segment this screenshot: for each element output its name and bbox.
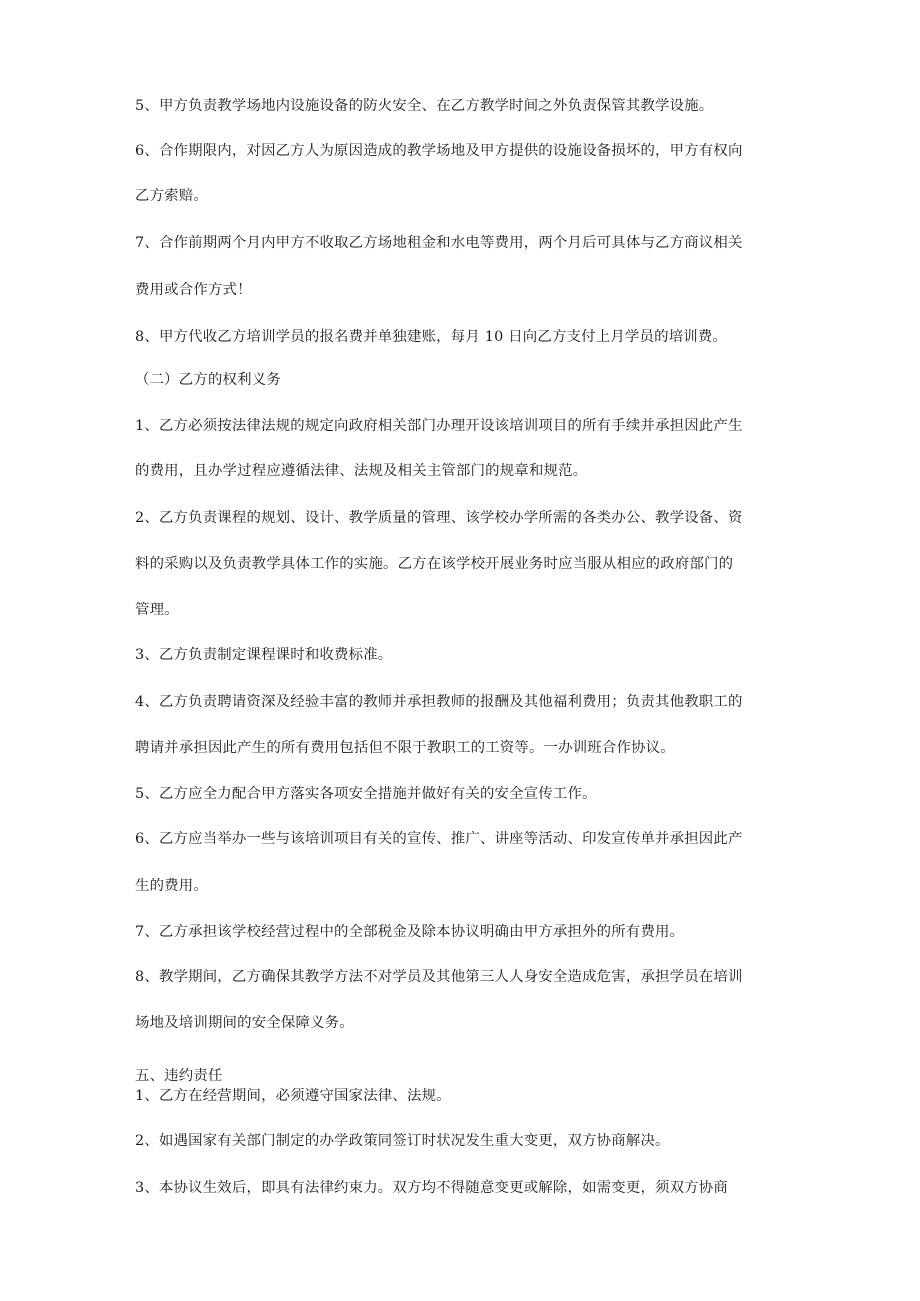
paragraph-line: 8、教学期间，乙方确保其教学方法不对学员及其他第三人人身安全造成危害，承担学员在培训	[135, 969, 743, 985]
section-heading: （二）乙方的权利义务	[135, 372, 281, 388]
paragraph-line: 管理。	[135, 602, 179, 618]
paragraph-line: 7、乙方承担该学校经营过程中的全部税金及除本协议明确由甲方承担外的所有费用。	[135, 924, 685, 940]
paragraph-line: 6、乙方应当举办一些与该培训项目有关的宣传、推广、讲座等活动、印发宣传单并承担因此产	[135, 831, 743, 847]
paragraph-line: 2、乙方负责课程的规划、设计、教学质量的管理、该学校办学所需的各类办公、教学设备、资	[135, 510, 743, 526]
paragraph-line: 4、乙方负责聘请资深及经验丰富的教师并承担教师的报酬及其他福利费用；负责其他教职工的	[135, 694, 743, 710]
paragraph-line: 1、乙方在经营期间，必须遵守国家法律、法规。	[135, 1088, 451, 1104]
paragraph-line: 费用或合作方式！	[135, 282, 252, 298]
paragraph-line: 6、合作期限内，对因乙方人为原因造成的教学场地及甲方提供的设施设备损坏的，甲方有权向	[135, 143, 743, 159]
paragraph-line: 生的费用。	[135, 878, 208, 894]
paragraph-line: 8、甲方代收乙方培训学员的报名费并单独建账，每月 10 日向乙方支付上月学员的培训费。	[135, 329, 728, 345]
paragraph-line: 的费用，且办学过程应遵循法律、法规及相关主管部门的规章和规范。	[135, 463, 588, 479]
paragraph-line: 5、甲方负责教学场地内设施设备的防火安全、在乙方教学时间之外负责保管其教学设施。	[135, 98, 714, 114]
paragraph-line: 3、乙方负责制定课程课时和收费标准。	[135, 647, 393, 663]
paragraph-line: 2、如遇国家有关部门制定的办学政策同签订时状况发生重大变更，双方协商解决。	[135, 1133, 670, 1149]
paragraph-line: 聘请并承担因此产生的所有费用包括但不限于教职工的工资等。一办训班合作协议。	[135, 740, 675, 756]
paragraph-line: 3、本协议生效后，即具有法律约束力。双方均不得随意变更或解除，如需变更，须双方协商	[135, 1180, 728, 1196]
paragraph-line: 场地及培训期间的安全保障义务。	[135, 1015, 354, 1031]
paragraph-line: 7、合作前期两个月内甲方不收取乙方场地租金和水电等费用，两个月后可具体与乙方商议相关	[135, 235, 743, 251]
section-heading: 五、违约责任	[135, 1068, 223, 1084]
paragraph-line: 1、乙方必须按法律法规的规定向政府相关部门办理开设该培训项目的所有手续并承担因此产生	[135, 418, 743, 434]
paragraph-line: 料的采购以及负责教学具体工作的实施。乙方在该学校开展业务时应当服从相应的政府部门的	[135, 556, 734, 572]
paragraph-line: 5、乙方应全力配合甲方落实各项安全措施并做好有关的安全宣传工作。	[135, 786, 597, 802]
paragraph-line: 乙方索赔。	[135, 188, 208, 204]
